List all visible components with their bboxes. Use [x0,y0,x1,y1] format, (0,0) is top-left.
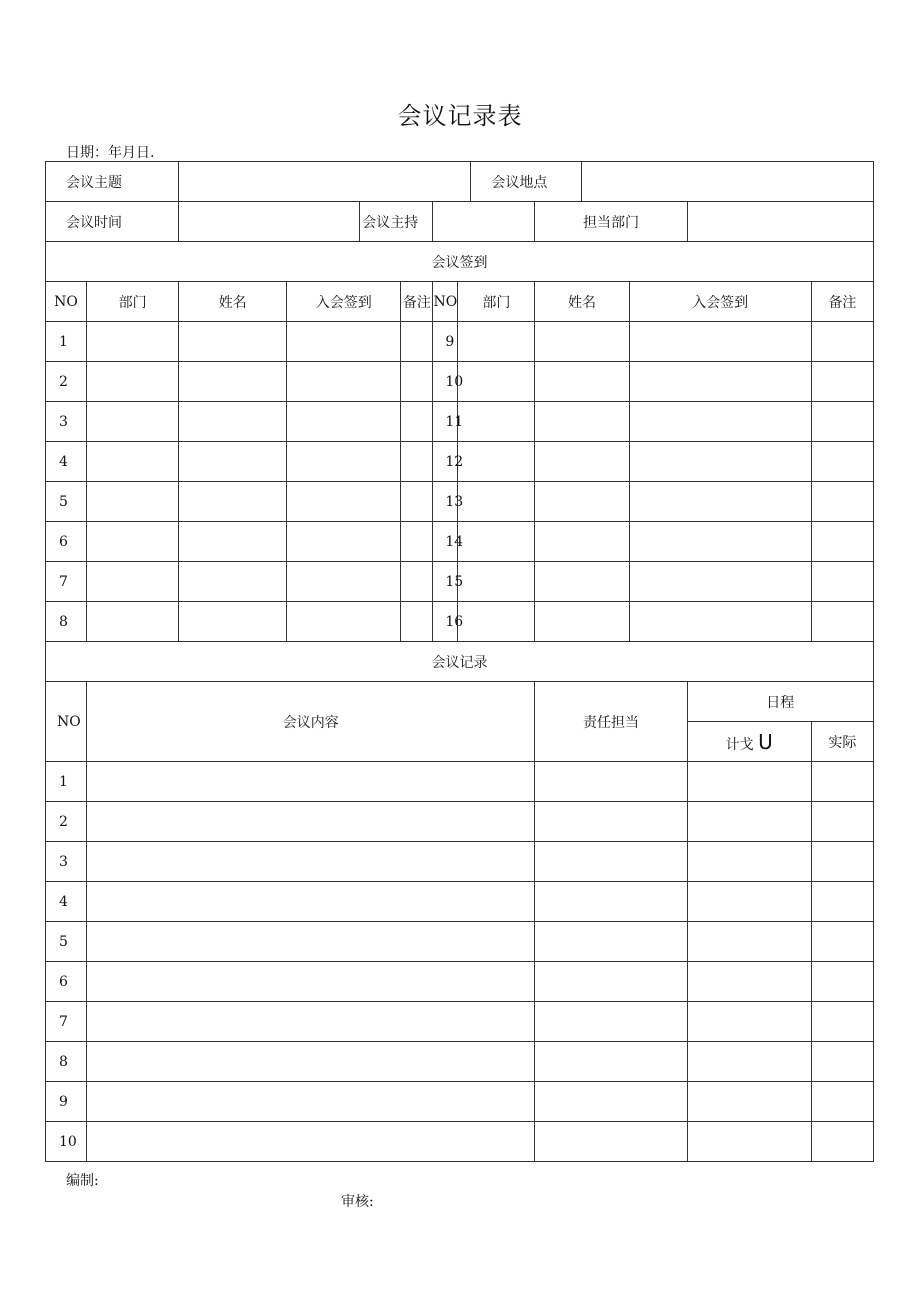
record-content-field[interactable] [87,1042,535,1082]
record-plan-field[interactable] [687,922,811,962]
record-actual-field[interactable] [811,842,873,882]
signin-signature-field[interactable] [629,322,811,362]
signin-signature-field[interactable] [287,322,401,362]
signin-signature-field[interactable] [629,442,811,482]
signin-header-name: 姓名 [535,282,629,322]
location-label: 会议地点 [471,162,581,202]
record-owner-field[interactable] [535,922,687,962]
signin-header-signin: 入会签到 [287,282,401,322]
records-header-actual: 实际 [811,722,873,762]
record-row [46,1042,874,1082]
signin-no: 3 [46,402,87,442]
record-owner-field[interactable] [535,762,687,802]
record-content-field[interactable] [87,1082,535,1122]
signin-no: 1 [46,322,87,362]
signin-remark-field[interactable] [811,482,873,522]
signin-dept-field[interactable] [87,322,179,362]
record-owner-field[interactable] [535,882,687,922]
signin-dept-field[interactable] [458,322,535,362]
records-header-row-1 [46,682,874,722]
record-row [46,1002,874,1042]
signin-name-field[interactable] [179,322,287,362]
signin-remark-field[interactable] [401,402,433,442]
signin-dept-field[interactable] [458,562,535,602]
signin-remark-field[interactable] [811,562,873,602]
signin-no: 12 [433,442,458,482]
record-content-field[interactable] [87,762,535,802]
signin-header-dept: 部门 [87,282,179,322]
reviewed-by-label: 审核: [341,1194,374,1210]
signin-header-no: NO [433,282,458,322]
signin-row [46,522,874,562]
records-header-plan [687,722,811,762]
page-title: 会议记录表 [397,102,523,130]
record-no: 1 [46,762,87,802]
record-actual-field[interactable] [811,1082,873,1122]
signin-remark-field[interactable] [811,522,873,562]
record-plan-field[interactable] [687,762,811,802]
record-owner-field[interactable] [535,962,687,1002]
record-no: 10 [46,1122,87,1162]
signin-dept-field[interactable] [458,442,535,482]
signin-header-remark: 备注 [811,282,873,322]
records-section-title: 会议记录 [46,642,874,682]
signin-dept-field[interactable] [87,602,179,642]
signin-signature-field[interactable] [629,562,811,602]
signin-remark-field[interactable] [401,522,433,562]
records-header-schedule: 日程 [687,682,873,722]
signin-remark-field[interactable] [811,602,873,642]
record-actual-field[interactable] [811,802,873,842]
signin-name-field[interactable] [535,362,629,402]
signin-dept-field[interactable] [87,482,179,522]
record-row [46,762,874,802]
signin-dept-field[interactable] [458,362,535,402]
record-actual-field[interactable] [811,922,873,962]
signin-section-row [46,242,874,282]
record-row [46,922,874,962]
signin-no: 5 [46,482,87,522]
signin-no: 10 [433,362,458,402]
record-no: 2 [46,802,87,842]
record-owner-field[interactable] [535,802,687,842]
record-row [46,1082,874,1122]
signin-signature-field[interactable] [287,562,401,602]
date-label: 日期：年月日. [66,145,155,161]
signin-header-no: NO [46,282,87,322]
records-header-no: NO [46,682,87,762]
signin-signature-field[interactable] [287,402,401,442]
record-content-field[interactable] [87,1002,535,1042]
signin-remark-field[interactable] [811,402,873,442]
signin-no: 16 [433,602,458,642]
record-plan-field[interactable] [687,802,811,842]
signin-no: 9 [433,322,458,362]
meeting-record-form [45,161,874,1162]
signin-no: 11 [433,402,458,442]
signin-header-remark: 备注 [401,282,433,322]
signin-name-field[interactable] [535,442,629,482]
signin-signature-field[interactable] [287,362,401,402]
signin-signature-field[interactable] [287,442,401,482]
records-rows [46,762,874,1162]
record-actual-field[interactable] [811,882,873,922]
dept-label: 担当部门 [535,202,687,242]
signin-row [46,322,874,362]
record-no: 4 [46,882,87,922]
record-content-field[interactable] [87,842,535,882]
signin-no: 15 [433,562,458,602]
record-plan-field[interactable] [687,1042,811,1082]
record-owner-field[interactable] [535,842,687,882]
signin-name-field[interactable] [535,322,629,362]
records-header-owner: 责任担当 [535,682,687,762]
record-row [46,842,874,882]
signin-name-field[interactable] [535,402,629,442]
signin-header-name: 姓名 [179,282,287,322]
record-plan-field[interactable] [687,882,811,922]
signin-name-field[interactable] [179,442,287,482]
signin-name-field[interactable] [179,482,287,522]
record-row [46,1122,874,1162]
signin-remark-field[interactable] [811,362,873,402]
location-field[interactable] [581,162,874,202]
record-actual-field[interactable] [811,1122,873,1162]
signin-no: 8 [46,602,87,642]
record-content-field[interactable] [87,962,535,1002]
plan-label-suffix: U [758,729,773,754]
record-owner-field[interactable] [535,1002,687,1042]
signin-header-signin: 入会签到 [629,282,811,322]
signin-signature-field[interactable] [629,602,811,642]
dept-field[interactable] [687,202,873,242]
host-label: 会议主持 [360,202,433,242]
prepared-by-label: 编制: [66,1173,99,1189]
info-row-2 [46,202,874,242]
record-plan-field[interactable] [687,1002,811,1042]
host-field[interactable] [433,202,535,242]
signin-remark-field[interactable] [811,322,873,362]
record-actual-field[interactable] [811,962,873,1002]
record-actual-field[interactable] [811,1042,873,1082]
info-row-1 [46,162,874,202]
plan-label: 计戈 [725,736,754,753]
signin-name-field[interactable] [179,402,287,442]
signin-signature-field[interactable] [629,362,811,402]
signin-remark-field[interactable] [401,562,433,602]
signin-signature-field[interactable] [629,402,811,442]
record-actual-field[interactable] [811,1002,873,1042]
record-content-field[interactable] [87,802,535,842]
subject-label: 会议主题 [46,162,179,202]
signin-no: 13 [433,482,458,522]
signin-dept-field[interactable] [87,522,179,562]
signin-name-field[interactable] [535,522,629,562]
signin-name-field[interactable] [179,602,287,642]
records-header-content: 会议内容 [87,682,535,762]
signin-remark-field[interactable] [401,322,433,362]
signin-name-field[interactable] [535,562,629,602]
signin-remark-field[interactable] [811,442,873,482]
signin-no: 14 [433,522,458,562]
signin-dept-field[interactable] [458,482,535,522]
record-no: 7 [46,1002,87,1042]
record-no: 8 [46,1042,87,1082]
records-section-row [46,642,874,682]
signin-name-field[interactable] [179,362,287,402]
signin-remark-field[interactable] [401,362,433,402]
signin-no: 6 [46,522,87,562]
signin-header-row [46,282,874,322]
signin-remark-field[interactable] [401,602,433,642]
signin-name-field[interactable] [535,482,629,522]
signin-signature-field[interactable] [629,482,811,522]
record-row [46,802,874,842]
record-plan-field[interactable] [687,1122,811,1162]
record-plan-field[interactable] [687,842,811,882]
signin-row [46,602,874,642]
signin-row [46,482,874,522]
record-row [46,962,874,1002]
record-owner-field[interactable] [535,1042,687,1082]
signin-header-dept: 部门 [458,282,535,322]
record-content-field[interactable] [87,1122,535,1162]
record-owner-field[interactable] [535,1082,687,1122]
signin-signature-field[interactable] [629,522,811,562]
time-label: 会议时间 [46,202,179,242]
signin-dept-field[interactable] [87,402,179,442]
signin-dept-field[interactable] [458,522,535,562]
signin-signature-field[interactable] [287,482,401,522]
record-row [46,882,874,922]
signin-remark-field[interactable] [401,482,433,522]
record-plan-field[interactable] [687,1082,811,1122]
signin-no: 4 [46,442,87,482]
subject-field[interactable] [179,162,471,202]
signin-row [46,442,874,482]
signin-dept-field[interactable] [458,602,535,642]
signin-no: 2 [46,362,87,402]
signin-rows [46,322,874,642]
signin-remark-field[interactable] [401,442,433,482]
record-actual-field[interactable] [811,762,873,802]
record-no: 9 [46,1082,87,1122]
record-plan-field[interactable] [687,962,811,1002]
time-field[interactable] [179,202,360,242]
signin-dept-field[interactable] [87,562,179,602]
signin-dept-field[interactable] [87,442,179,482]
signin-row [46,362,874,402]
signin-signature-field[interactable] [287,602,401,642]
record-owner-field[interactable] [535,1122,687,1162]
record-no: 6 [46,962,87,1002]
signin-dept-field[interactable] [87,362,179,402]
signin-dept-field[interactable] [458,402,535,442]
record-no: 3 [46,842,87,882]
signin-no: 7 [46,562,87,602]
signin-section-title: 会议签到 [46,242,874,282]
signin-signature-field[interactable] [287,522,401,562]
signin-row [46,562,874,602]
record-content-field[interactable] [87,922,535,962]
signin-name-field[interactable] [535,602,629,642]
signin-row [46,402,874,442]
signin-name-field[interactable] [179,522,287,562]
signin-name-field[interactable] [179,562,287,602]
record-content-field[interactable] [87,882,535,922]
record-no: 5 [46,922,87,962]
